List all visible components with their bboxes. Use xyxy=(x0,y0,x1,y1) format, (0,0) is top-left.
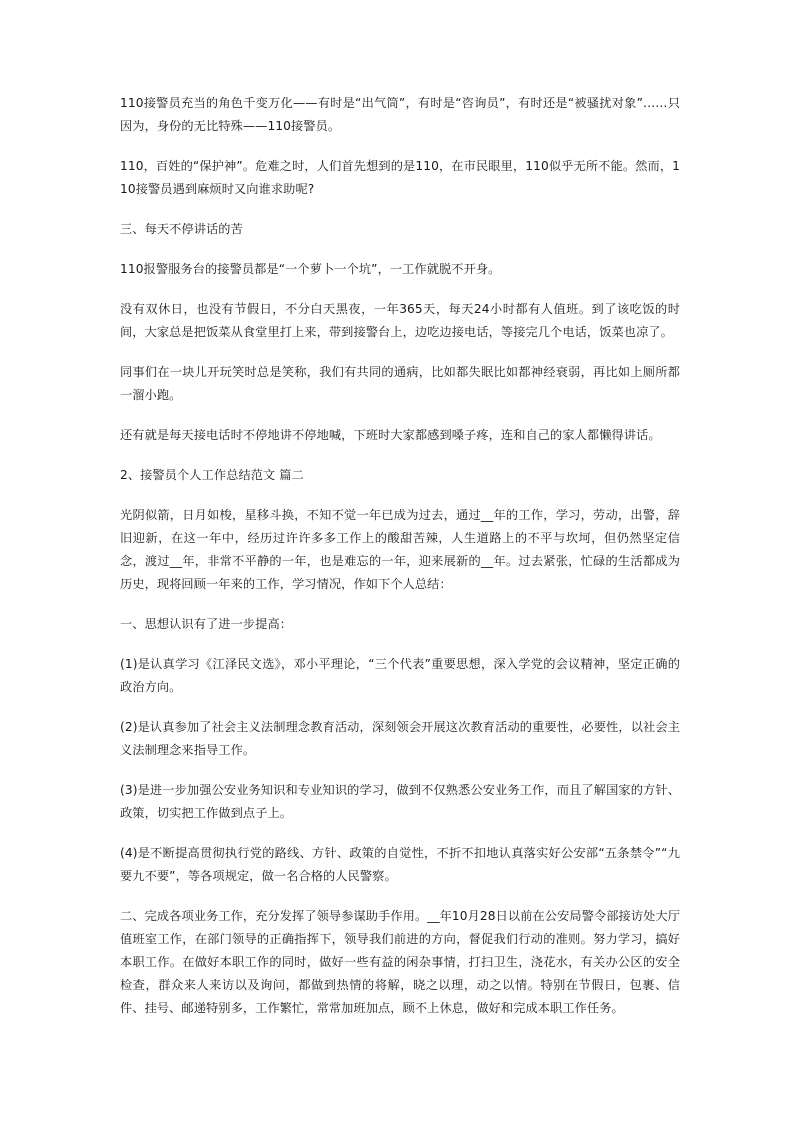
list-item-2: (2)是认真参加了社会主义法制理念教育活动，深刻领会开展这次教育活动的重要性，必要性，以社会主义法制理念来指导工作。 xyxy=(120,720,680,757)
list-item-4: (4)是不断提高贯彻执行党的路线、方针、政策的自觉性，不折不扣地认真落实好公安部“五条禁令”“九要九不要”，等各项规定，做一名合格的人民警察。 xyxy=(120,846,680,883)
paragraph-year-review: 光阴似箭，日月如梭，星移斗换，不知不觉一年已成为过去，通过__年的工作，学习，劳动，出警，辞旧迎新，在这一年中，经历过许许多多工作上的酸甜苦辣，人生道路上的不平与坎坷，但仍然坚定信念，渡过__年，非常不平静的一年，也是难忘的一年，迎来展新的__年。过去紧张，忙碌的生活都成为历史，现将回顾一年来的工作，学习情况，作如下个人总结： xyxy=(120,508,680,591)
paragraph-sore-throat: 还有就是每天接电话时不停地讲不停地喊，下班时大家都感到嗓子疼，连和自己的家人都懒得讲话。 xyxy=(120,428,661,442)
document-body xyxy=(120,92,680,1037)
article-heading-2: 2、接警员个人工作总结范文 篇二 xyxy=(120,468,304,482)
paragraph-one-post: 110报警服务台的接警员都是“一个萝卜一个坑”，一工作就脱不开身。 xyxy=(120,262,501,276)
section-2-paragraph: 二、完成各项业务工作，充分发挥了领导参谋助手作用。__年10月28日以前在公安局警令部接访处大厅值班室工作，在部门领导的正确指挥下，领导我们前进的方向，督促我们行动的准则。努力学习，搞好本职工作。在做好本职工作的同时，做好一些有益的闲杂事情，打扫卫生，浇花水，有关办公区的安全检查，群众来人来访以及询问，都做到热情的将解，晓之以理，动之以情。特别在节假日，包裹、信件、挂号、邮递特别多，工作繁忙，常常加班加点，顾不上休息，做好和完成本职工作任务。 xyxy=(120,909,680,1015)
paragraph-no-weekends: 没有双休日，也没有节假日，不分白天黑夜，一年365天，每天24小时都有人值班。到了该吃饭的时间，大家总是把饭菜从食堂里打上来，带到接警台上，边吃边接电话，等接完几个电话，饭菜也凉了。 xyxy=(120,302,680,339)
section-heading-3: 三、每天不停讲话的苦 xyxy=(120,222,243,236)
paragraph-guardian: 110，百姓的“保护神”。危难之时，人们首先想到的是110，在市民眼里，110似乎无所不能。然而，110接警员遇到麻烦时又向谁求助呢? xyxy=(120,159,680,196)
paragraph-common-ailments: 同事们在一块儿开玩笑时总是笑称，我们有共同的通病，比如都失眠比如都神经衰弱，再比如上厕所都一溜小跑。 xyxy=(120,365,680,402)
paragraph-intro-role: 110接警员充当的角色千变万化——有时是“出气筒”，有时是“咨询员”，有时还是“被骚扰对象”……只因为，身份的无比特殊——110接警员。 xyxy=(120,96,680,133)
section-heading-1: 一、思想认识有了进一步提高： xyxy=(120,617,293,631)
list-item-3: (3)是进一步加强公安业务知识和专业知识的学习，做到不仅熟悉公安业务工作，而且了解国家的方针、政策，切实把工作做到点子上。 xyxy=(120,783,680,820)
list-item-1: (1)是认真学习《江泽民文选》，邓小平理论，“三个代表”重要思想，深入学党的会议精神，坚定正确的政治方向。 xyxy=(120,657,680,694)
